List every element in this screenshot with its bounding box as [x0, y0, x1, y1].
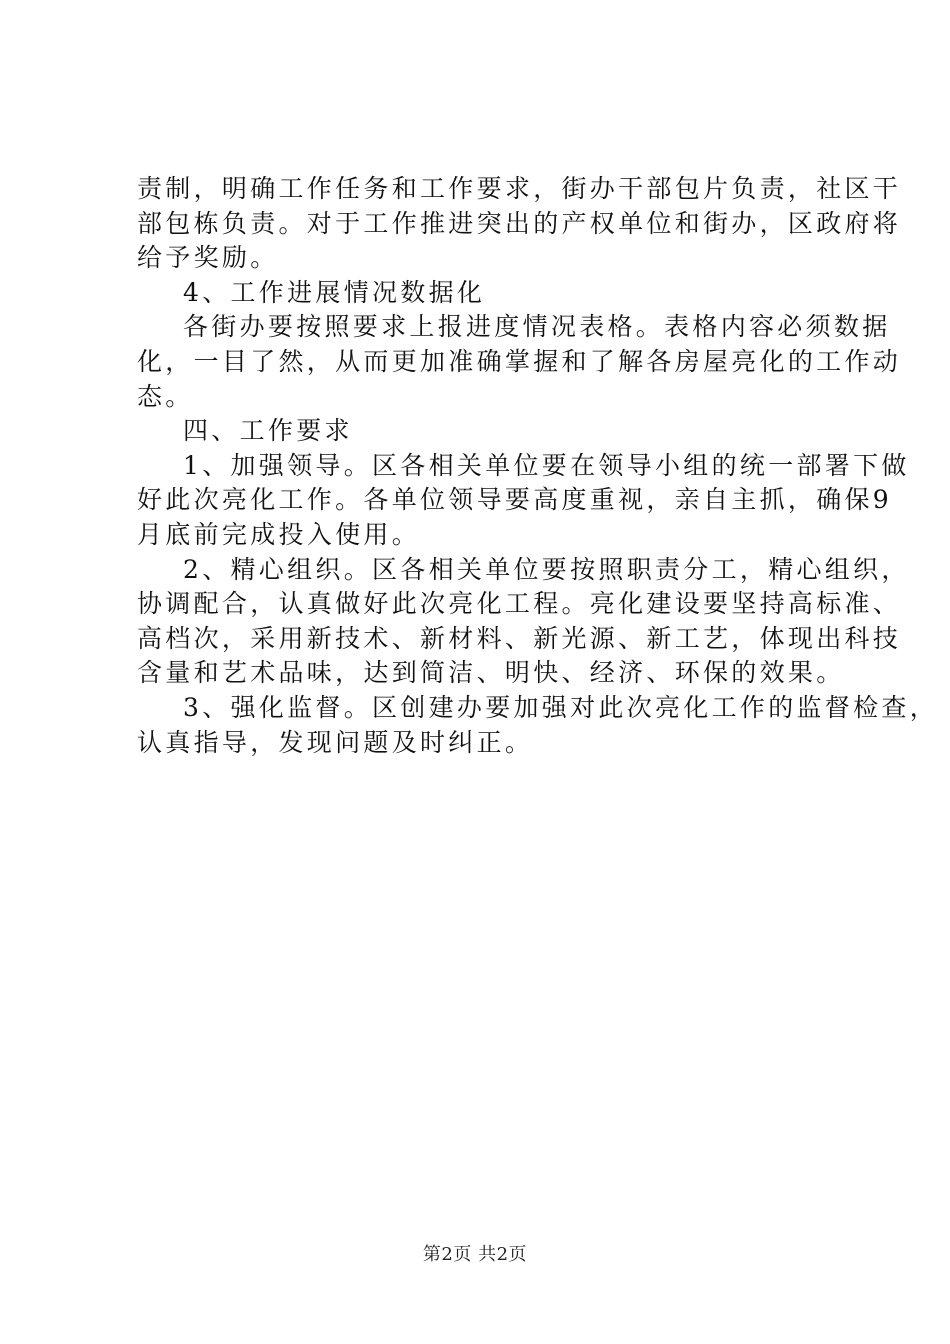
section-heading-data-reporting: 4、工作进展情况数据化	[183, 277, 486, 307]
body-line-6: 化，一目了然，从而更加准确掌握和了解各房屋亮化的工作动	[137, 346, 902, 376]
document-body	[137, 172, 939, 760]
body-line-3: 给予奖励。	[137, 243, 279, 273]
body-line-9: 1、加强领导。区各相关单位要在领导小组的统一部署下做	[183, 450, 910, 480]
body-line-15: 含量和艺术品味，达到简洁、明快、经济、环保的效果。	[137, 658, 845, 688]
body-line-1: 责制，明确工作任务和工作要求，街办干部包片负责，社区干	[137, 174, 902, 203]
body-line-16: 3、强化监督。区创建办要加强对此次亮化工作的监督检查，	[183, 692, 939, 722]
body-line-12: 2、精心组织。区各相关单位要按照职责分工，精心组织，	[183, 554, 910, 584]
page-number-label: 第2页 共2页	[422, 1244, 528, 1265]
body-line-10: 好此次亮化工作。各单位领导要高度重视，亲自主抓，确保9	[137, 485, 893, 515]
body-line-11: 月底前完成投入使用。	[137, 519, 421, 549]
page-footer	[0, 1240, 950, 1266]
body-line-17: 认真指导，发现问题及时纠正。	[137, 727, 534, 757]
body-line-7: 态。	[137, 381, 194, 411]
body-line-2: 部包栋负责。对于工作推进突出的产权单位和街办，区政府将	[137, 208, 902, 238]
body-line-5: 各街办要按照要求上报进度情况表格。表格内容必须数据	[183, 312, 891, 342]
body-line-14: 高档次，采用新技术、新材料、新光源、新工艺，体现出科技	[137, 623, 902, 653]
body-line-13: 协调配合，认真做好此次亮化工程。亮化建设要坚持高标准、	[137, 589, 902, 619]
section-heading-work-requirements: 四、工作要求	[183, 416, 353, 446]
